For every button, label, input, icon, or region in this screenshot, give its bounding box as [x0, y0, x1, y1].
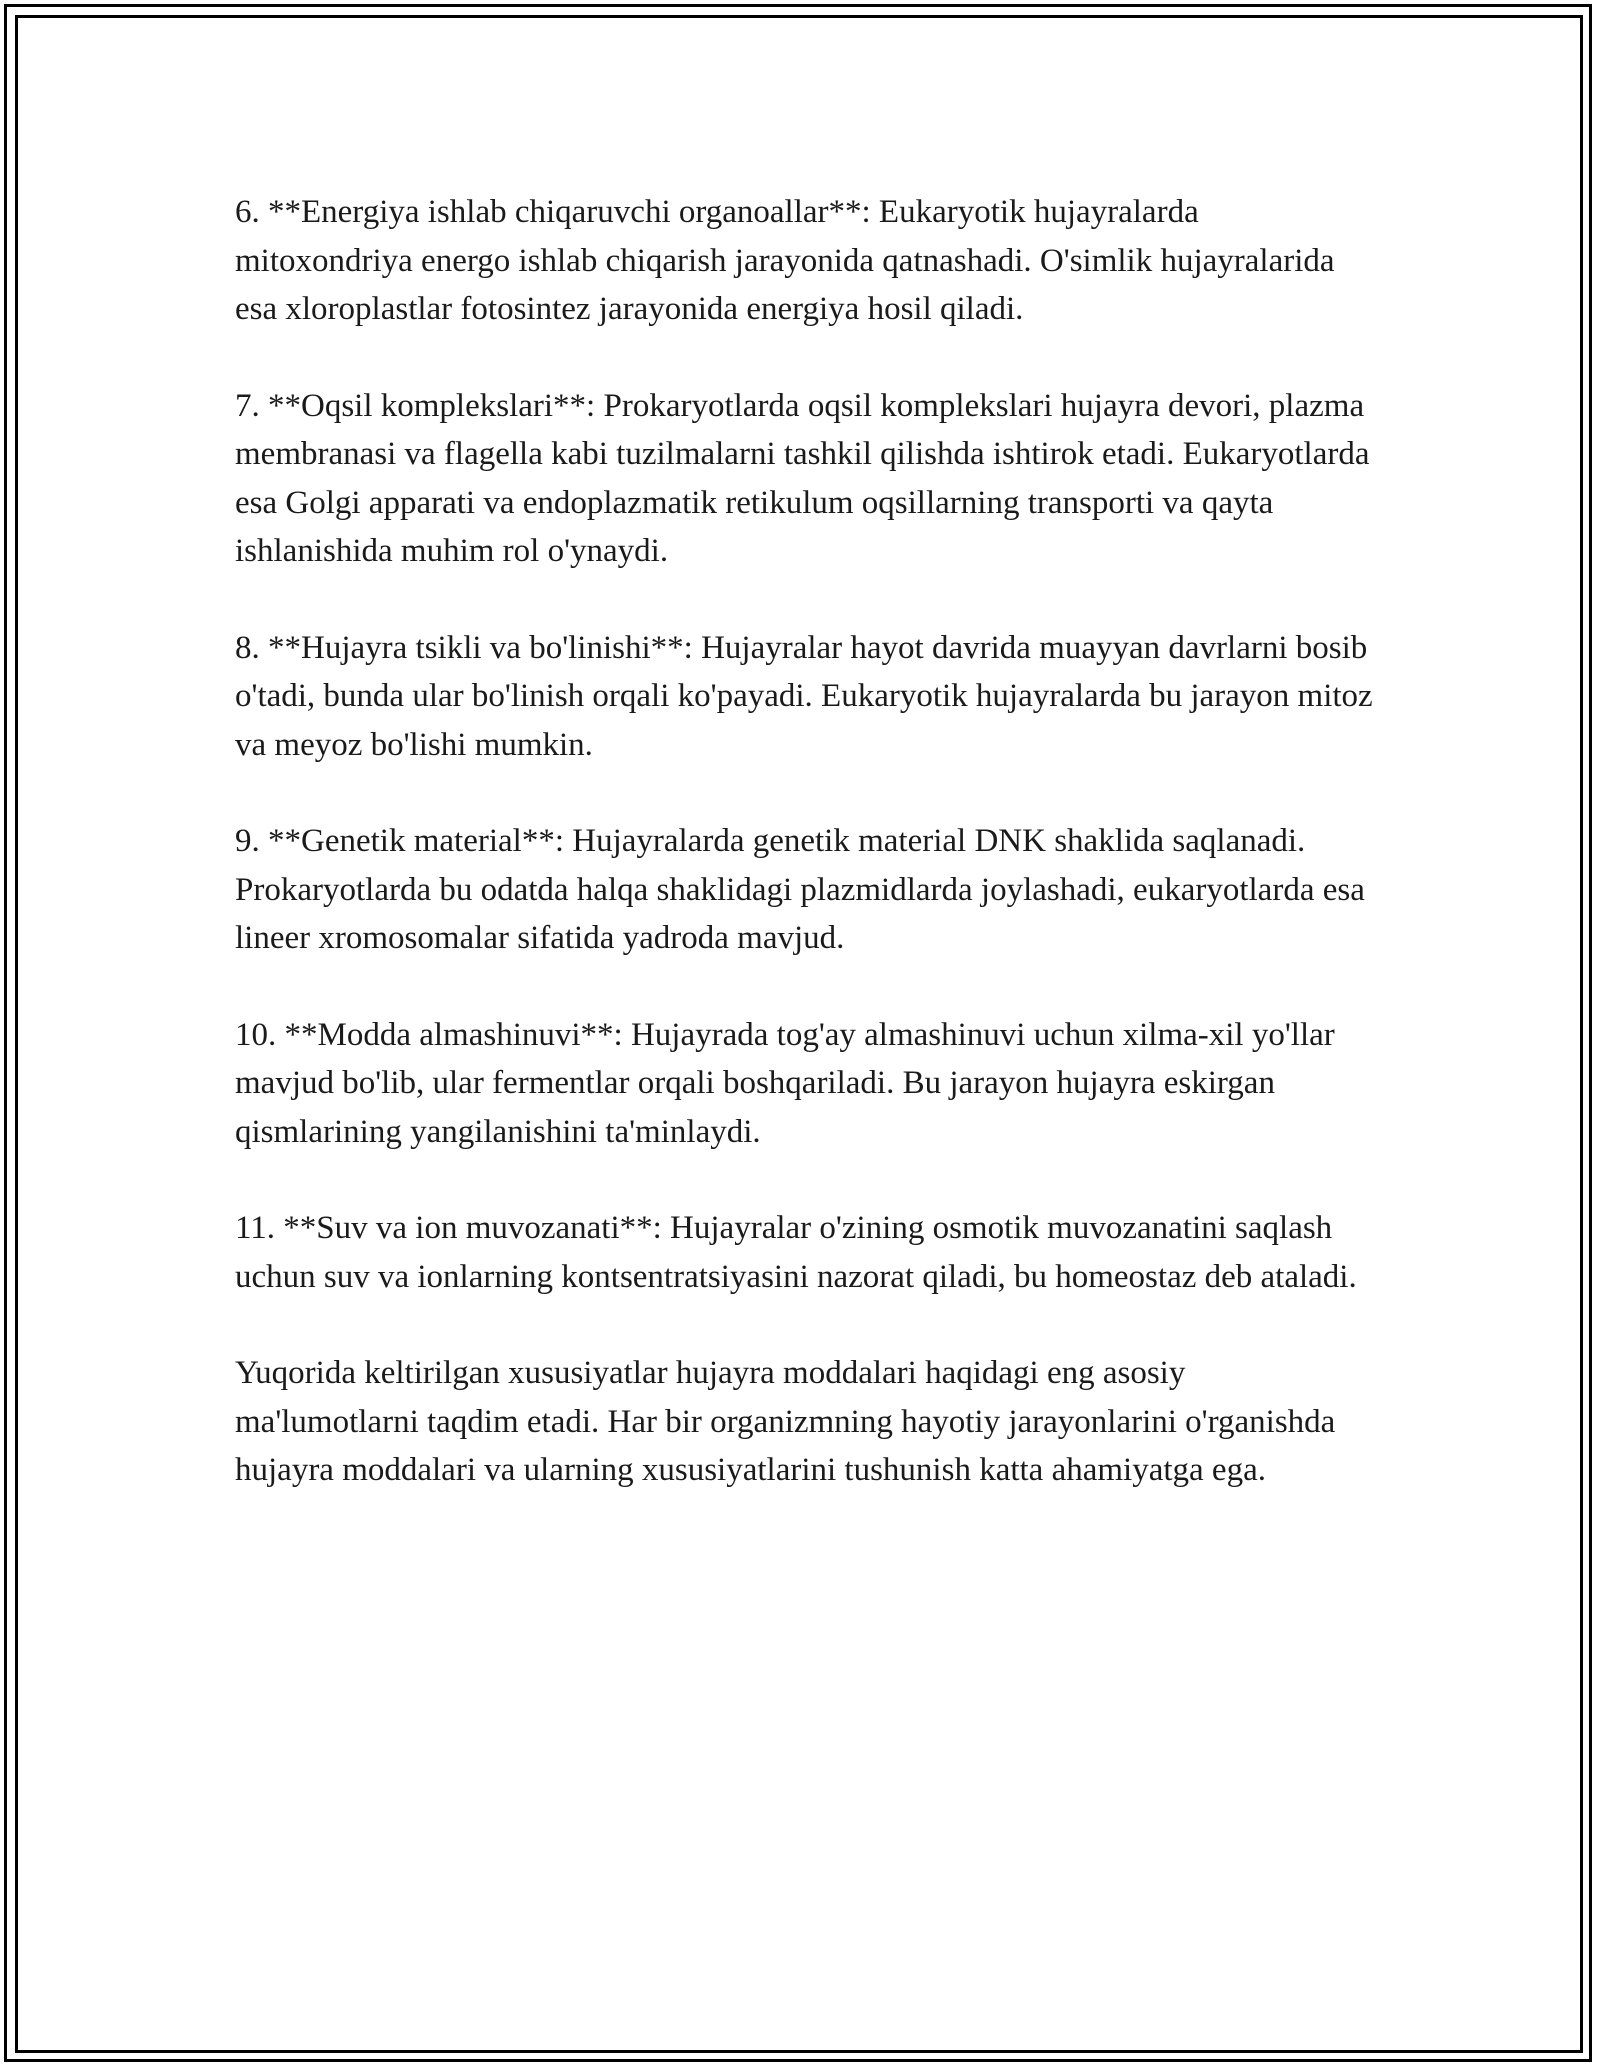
- paragraph-water-ion-balance: 11. **Suv va ion muvozanati**: Hujayralar o'zining osmotik muvozanatini saqlash uchun suv va ionlarning kontsentratsiyasini nazorat qiladi, bu homeostaz deb ataladi.: [235, 1210, 1357, 1295]
- paragraph-energy-organelles: 6. **Energiya ishlab chiqaruvchi organoallar**: Eukaryotik hujayralarda mitoxondriya energo ishlab chiqarish jarayonida qatnashadi. O'simlik hujayralarida esa xloroplastlar fotosintez jarayonida energiya hosil qiladi.: [235, 194, 1335, 327]
- paragraph-genetic-material: 9. **Genetik material**: Hujayralarda genetik material DNK shaklida saqlanadi. Prokaryotlarda bu odatda halqa shaklidagi plazmidlarda joylashadi, eukaryotlarda esa lineer xromosomalar sifatida yadroda mavjud.: [235, 823, 1365, 956]
- paragraph-metabolism: 10. **Modda almashinuvi**: Hujayrada tog'ay almashinuvi uchun xilma-xil yo'llar mavjud bo'lib, ular fermentlar orqali boshqariladi. Bu jarayon hujayra eskirgan qismlarining yangilanishini ta'minlaydi.: [235, 1016, 1335, 1150]
- paragraph-cell-cycle: 8. **Hujayra tsikli va bo'linishi**: Hujayralar hayot davrida muayyan davrlarni bosib o'tadi, bunda ular bo'linish orqali ko'payadi. Eukaryotik hujayralarda bu jarayon mitoz va meyoz bo'lishi mumkin.: [235, 629, 1373, 763]
- document-body: [235, 188, 1375, 1495]
- paragraph-conclusion: Yuqorida keltirilgan xususiyatlar hujayra moddalari haqidagi eng asosiy ma'lumotlarni taqdim etadi. Har bir organizmning hayotiy jarayonlarini o'rganishda hujayra moddalari va ularning xususiyatlarini tushunish katta ahamiyatga ega.: [235, 1355, 1336, 1488]
- paragraph-protein-complexes: 7. **Oqsil komplekslari**: Prokaryotlarda oqsil komplekslari hujayra devori, plazma membranasi va flagella kabi tuzilmalarni tashkil qilishda ishtirok etadi. Eukaryotlarda esa Golgi apparati va endoplazmatik retikulum oqsillarning transporti va qayta ishlanishida muhim rol o'ynaydi.: [235, 387, 1370, 569]
